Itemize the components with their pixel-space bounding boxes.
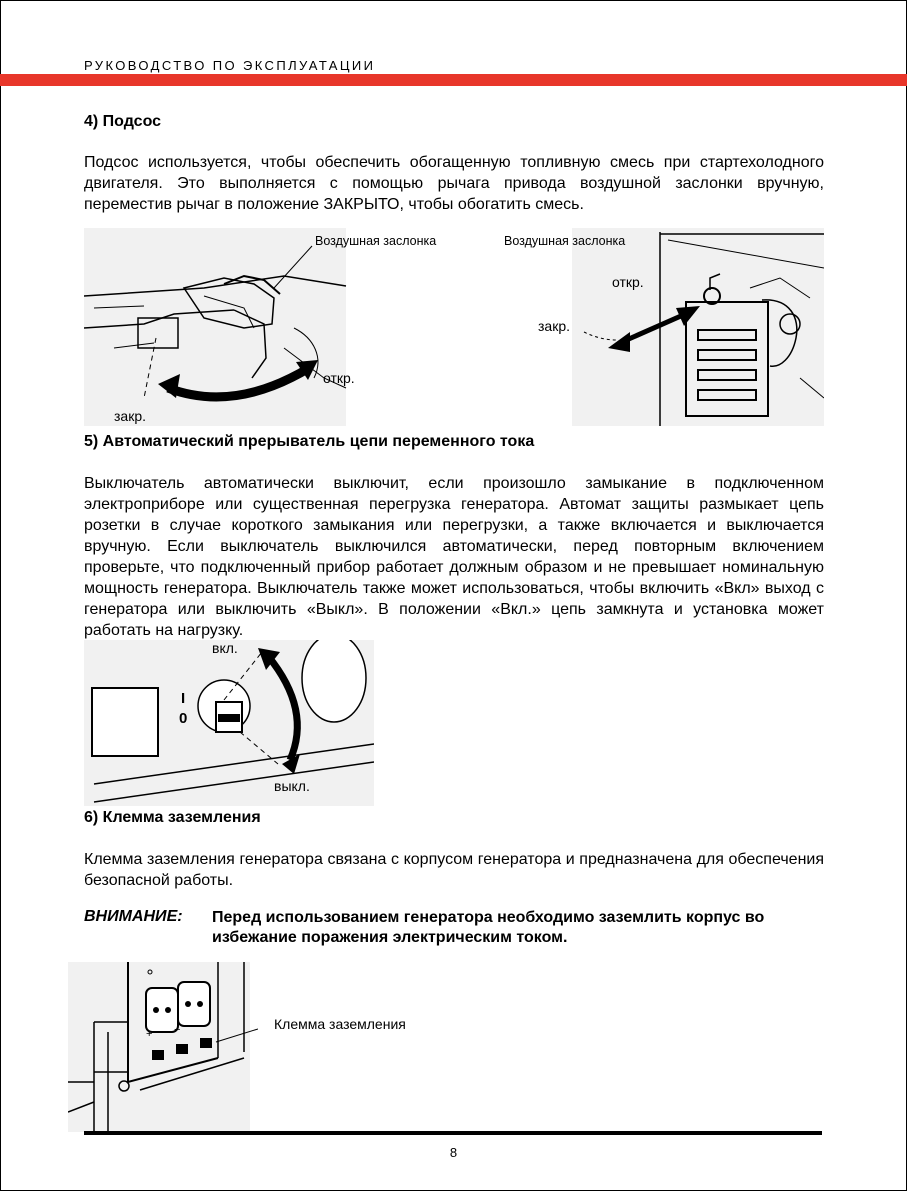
section-text-breaker: Выключатель автоматически выключит, если произошло замыкание в подключенном электроприборе или существенная перегрузка генератора. Автомат защиты размыкает цепь розетки в случае короткого замыкания или перегрузки, а также включается и выключается вручную. Если выключатель выключился автоматически, перед повторным включением проверьте, что подключенный прибор работает должным образом и не превышает номинальную мощность генератора. Выключатель также может использоваться, чтобы включить «Вкл» выход с генератора или выключить «Выкл». В положении «Вкл.» цепь замкнута и установка может работать на нагрузку. <box>84 475 824 639</box>
choke-lever-illustration <box>84 228 364 426</box>
mark-breaker-off: 0 <box>179 710 188 727</box>
choke-lever-figure-right <box>500 228 824 426</box>
footer-rule <box>84 1131 822 1135</box>
mark-plus: + <box>146 1028 153 1040</box>
section-heading-ground: 6) Клемма заземления <box>84 809 261 826</box>
label-open-right: откр. <box>612 274 644 290</box>
label-closed-left: закр. <box>114 408 147 424</box>
section-heading-breaker: 5) Автоматический прерыватель цепи переменного тока <box>84 433 535 450</box>
label-choke-left: Воздушная заслонка <box>315 234 437 248</box>
page-number: 8 <box>449 1145 458 1160</box>
label-choke-right: Воздушная заслонка <box>504 234 626 248</box>
running-header: РУКОВОДСТВО ПО ЭКСПЛУАТАЦИИ <box>84 58 376 73</box>
label-closed-right: закр. <box>538 318 571 334</box>
ground-terminal-figure <box>68 962 448 1132</box>
breaker-illustration <box>84 640 374 806</box>
warning-text: Перед использованием генератора необходимо заземлить корпус во избежание поражения электрическим током. <box>212 909 765 946</box>
section-text-choke: Подсос используется, чтобы обеспечить обогащенную топливную смесь при стартехолодного двигателя. Это выполняется с помощью рычага привода воздушной заслонки вручную, переместив рычаг в положение ЗАКРЫТО, чтобы обогатить смесь. <box>84 154 824 213</box>
label-open-left: откр. <box>323 370 355 386</box>
mark-breaker-on: I <box>181 690 186 707</box>
choke-lever-figure-left <box>84 228 437 426</box>
warning-title: ВНИМАНИЕ: <box>84 908 183 925</box>
ground-terminal-illustration <box>68 962 258 1132</box>
section-heading-choke: 4) Подсос <box>84 113 162 130</box>
label-breaker-on: вкл. <box>212 640 238 656</box>
mark-minus: − <box>174 1024 181 1036</box>
label-breaker-off: выкл. <box>274 778 310 794</box>
label-ground-terminal: Клемма заземления <box>274 1016 406 1032</box>
header-accent-bar <box>0 74 907 86</box>
breaker-figure <box>84 640 374 806</box>
section-text-ground: Клемма заземления генератора связана с корпусом генератора и предназначена для обеспечения безопасной работы. <box>84 851 824 889</box>
